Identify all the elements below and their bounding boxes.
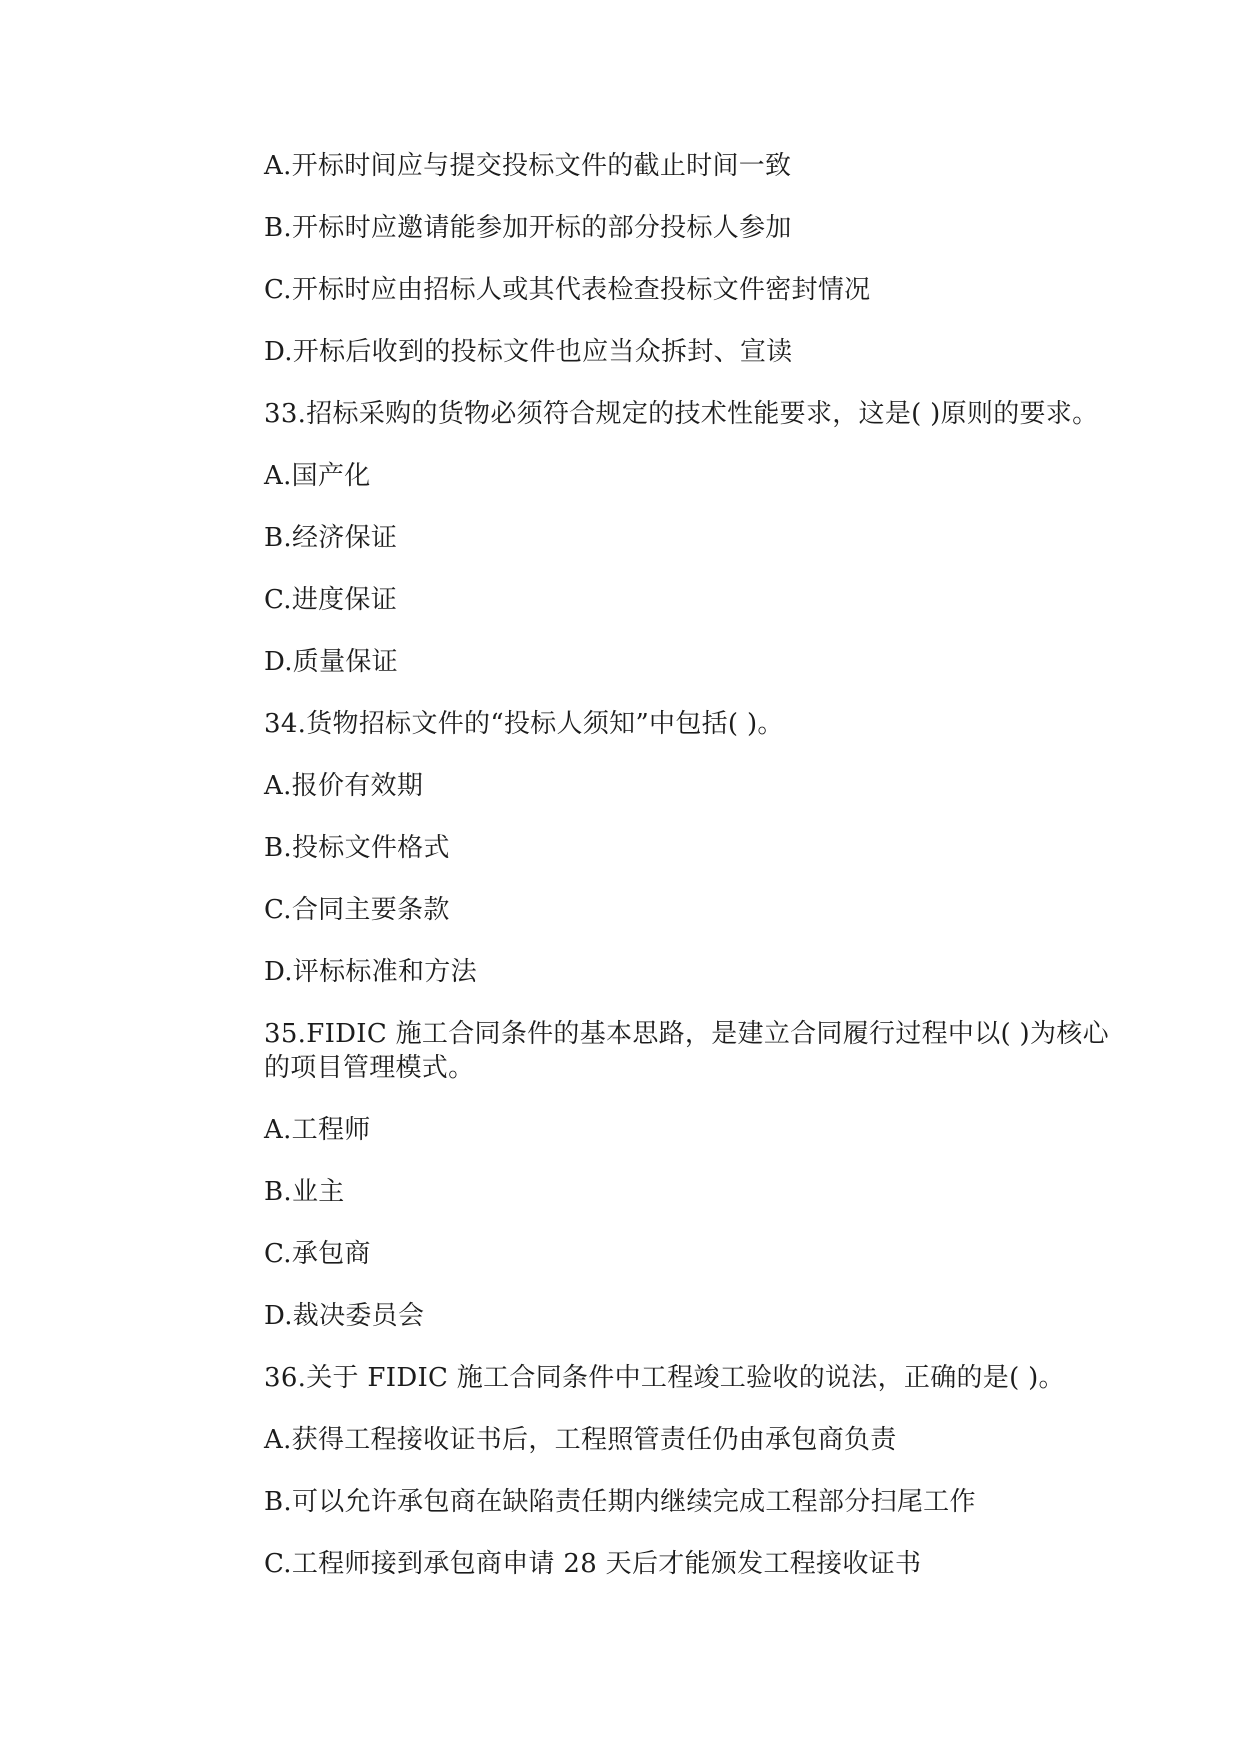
question-stem-line-2: 的项目管理模式。	[264, 1053, 475, 1083]
question-stem: 34.货物招标文件的“投标人须知”中包括( )。	[264, 709, 784, 739]
option-a: A.工程师	[264, 1115, 371, 1145]
option-b: B.可以允许承包商在缺陷责任期内继续完成工程部分扫尾工作	[264, 1487, 976, 1517]
option-b: B.业主	[264, 1177, 345, 1207]
option-a: A.获得工程接收证书后，工程照管责任仍由承包商负责	[264, 1425, 897, 1455]
question-stem-line-1: 35.FIDIC 施工合同条件的基本思路，是建立合同履行过程中以( )为核心	[264, 1019, 1109, 1049]
option-c: C.承包商	[264, 1239, 371, 1269]
option-c: C.合同主要条款	[264, 895, 450, 925]
option-c: C.工程师接到承包商申请 28 天后才能颁发工程接收证书	[264, 1549, 922, 1579]
option-b: B.投标文件格式	[264, 833, 450, 863]
option-d: D.质量保证	[264, 647, 398, 677]
option-b: B.开标时应邀请能参加开标的部分投标人参加	[264, 213, 792, 243]
option-b: B.经济保证	[264, 523, 398, 553]
option-d: D.开标后收到的投标文件也应当众拆封、宣读	[264, 337, 793, 367]
option-a: A.开标时间应与提交投标文件的截止时间一致	[264, 151, 792, 181]
question-stem	[264, 1017, 1164, 1085]
option-d: D.裁决委员会	[264, 1301, 425, 1331]
question-stem: 36.关于 FIDIC 施工合同条件中工程竣工验收的说法，正确的是( )。	[264, 1363, 1065, 1393]
option-a: A.报价有效期	[264, 771, 424, 801]
question-stem: 33.招标采购的货物必须符合规定的技术性能要求，这是( )原则的要求。	[264, 399, 1099, 429]
option-c: C.进度保证	[264, 585, 398, 615]
option-c: C.开标时应由招标人或其代表检查投标文件密封情况	[264, 275, 871, 305]
option-a: A.国产化	[264, 461, 371, 491]
document-body	[264, 149, 1164, 1609]
option-d: D.评标标准和方法	[264, 957, 477, 987]
